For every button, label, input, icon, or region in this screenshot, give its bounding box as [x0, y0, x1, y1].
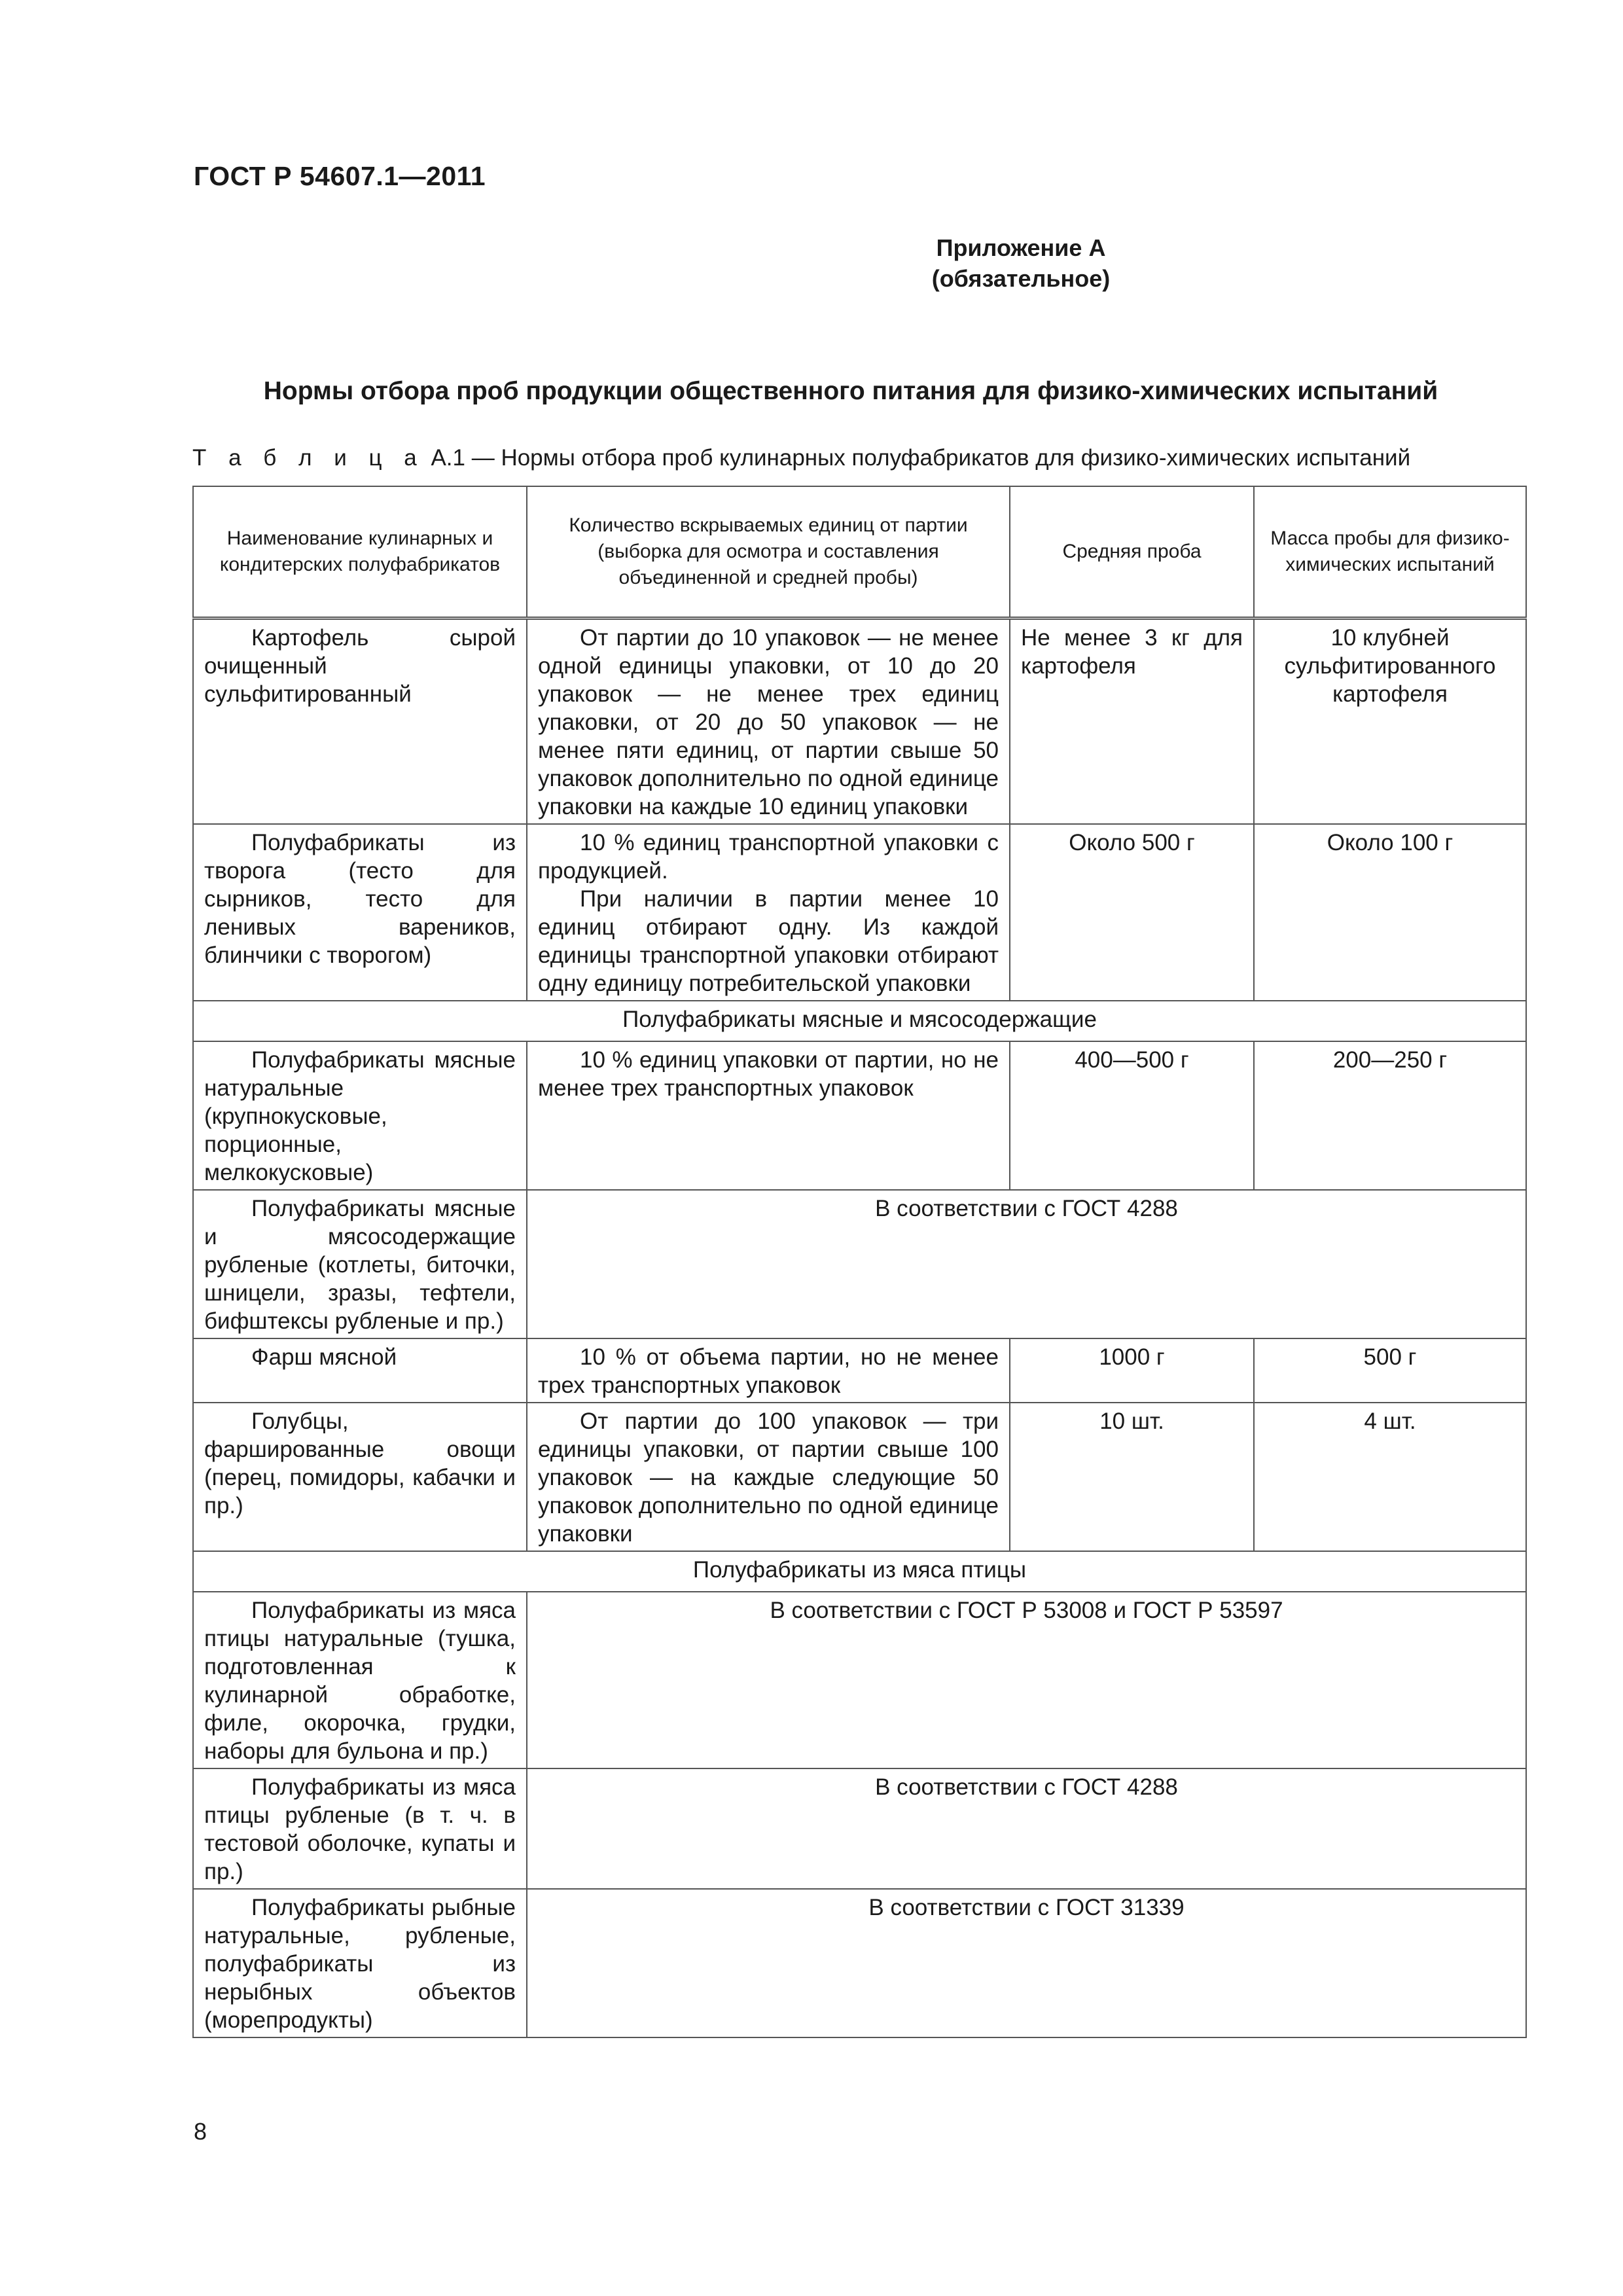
cell-product-name: Голубцы, фаршированные овощи (перец, помидоры, кабачки и пр.): [193, 1403, 527, 1551]
cell-product-name: Полуфабрикаты из мяса птицы натуральные (тушка, подготовленная к кулинарной обработке, филе, окорочка, грудки, наборы для бульона и пр.): [193, 1592, 527, 1768]
cell-sample-mass: 10 клубней сульфитированного картофеля: [1254, 619, 1526, 825]
header-unit-quantity: Количество вскрываемых единиц от партии (выборка для осмотра и составления объединенной и средней пробы): [527, 486, 1010, 619]
appendix-status: (обязательное): [931, 265, 1111, 292]
section-label: Полуфабрикаты из мяса птицы: [193, 1551, 1526, 1592]
cell-unit-quantity: [527, 824, 1010, 1001]
section-title: Нормы отбора проб продукции общественного питания для физико-химических испытаний: [263, 377, 1438, 405]
cell-sample-mass: 500 г: [1254, 1338, 1526, 1403]
page-number: 8: [194, 2118, 207, 2145]
cell-sample-mass: Около 100 г: [1254, 824, 1526, 1001]
cell-product-name: Полуфабрикаты рыбные натуральные, рубленые, полуфабрикаты из нерыбных объектов (морепродукты): [193, 1889, 527, 2037]
table-row: [193, 1592, 1526, 1768]
cell-unit-quantity: [527, 619, 1010, 825]
header-average-sample: Средняя проба: [1010, 486, 1254, 619]
sampling-norms-table: [192, 486, 1527, 2038]
document-code: ГОСТ Р 54607.1—2011: [194, 161, 486, 191]
appendix-title: Приложение А: [936, 234, 1106, 261]
cell-average-sample: 400—500 г: [1010, 1041, 1254, 1190]
quantity-text: 10 % от объема партии, но не менее трех транспортных упаковок: [538, 1344, 999, 1398]
quantity-text: 10 % единиц транспортной упаковки с продукцией.: [538, 830, 999, 884]
quantity-text: От партии до 10 упаковок — не менее одной единицы упаковки, от 10 до 20 упаковок — не менее трех единиц упаковки, от 20 до 50 упаковок — не менее пяти единиц, от партии свыше 50 упаковок дополнительно по одной единице упаковки на каждые 10 единиц упаковки: [538, 625, 999, 819]
cell-average-sample: Не менее 3 кг для картофеля: [1010, 619, 1254, 825]
cell-average-sample: 10 шт.: [1010, 1403, 1254, 1551]
cell-merged-reference: В соответствии с ГОСТ 4288: [527, 1768, 1526, 1889]
cell-unit-quantity: [527, 1338, 1010, 1403]
table-section-row: [193, 1551, 1526, 1592]
table-row: [193, 1338, 1526, 1403]
table-row: [193, 1768, 1526, 1889]
table-caption: [192, 445, 1410, 471]
table-section-row: [193, 1001, 1526, 1041]
table-row: [193, 824, 1526, 1001]
cell-average-sample: 1000 г: [1010, 1338, 1254, 1403]
cell-merged-reference: В соответствии с ГОСТ 4288: [527, 1190, 1526, 1338]
header-product-name: Наименование кулинарных и кондитерских полуфабрикатов: [193, 486, 527, 619]
quantity-text: При наличии в партии менее 10 единиц отбирают одну. Из каждой единицы транспортной упаковки отбирают одну единицу потребительской упаковки: [538, 886, 999, 996]
cell-sample-mass: 200—250 г: [1254, 1041, 1526, 1190]
section-label: Полуфабрикаты мясные и мясосодержащие: [193, 1001, 1526, 1041]
quantity-text: 10 % единиц упаковки от партии, но не менее трех транспортных упаковок: [538, 1047, 999, 1101]
table-row: [193, 1041, 1526, 1190]
table-row: [193, 619, 1526, 825]
table-header-row: [193, 486, 1526, 619]
table-row: [193, 1403, 1526, 1551]
cell-merged-reference: В соответствии с ГОСТ 31339: [527, 1889, 1526, 2037]
cell-product-name: Полуфабрикаты мясные и мясосодержащие рубленые (котлеты, биточки, шницели, зразы, тефтели, бифштексы рубленые и пр.): [193, 1190, 527, 1338]
cell-unit-quantity: [527, 1041, 1010, 1190]
cell-product-name: Картофель сырой очищенный сульфитированный: [193, 619, 527, 825]
table-row: [193, 1190, 1526, 1338]
cell-merged-reference: В соответствии с ГОСТ Р 53008 и ГОСТ Р 53597: [527, 1592, 1526, 1768]
cell-product-name: Полуфабрикаты из творога (тесто для сырников, тесто для ленивых вареников, блинчики с творогом): [193, 824, 527, 1001]
cell-sample-mass: 4 шт.: [1254, 1403, 1526, 1551]
table-row: [193, 1889, 1526, 2037]
cell-average-sample: Около 500 г: [1010, 824, 1254, 1001]
table-caption-prefix: Т а б л и ц а: [192, 445, 425, 471]
cell-unit-quantity: [527, 1403, 1010, 1551]
cell-product-name: Фарш мясной: [193, 1338, 527, 1403]
cell-product-name: Полуфабрикаты мясные натуральные (крупнокусковые, порционные, мелкокусковые): [193, 1041, 527, 1190]
cell-product-name: Полуфабрикаты из мяса птицы рубленые (в т. ч. в тестовой оболочке, купаты и пр.): [193, 1768, 527, 1889]
quantity-text: От партии до 100 упаковок — три единицы упаковки, от партии свыше 100 упаковок — на каждые следующие 50 упаковок дополнительно по одной единице упаковки: [538, 1408, 999, 1547]
table-caption-text: А.1 — Нормы отбора проб кулинарных полуфабрикатов для физико-химических испытаний: [424, 445, 1411, 471]
header-sample-mass: Масса пробы для физико-химических испытаний: [1254, 486, 1526, 619]
appendix-heading: [0, 232, 1623, 294]
